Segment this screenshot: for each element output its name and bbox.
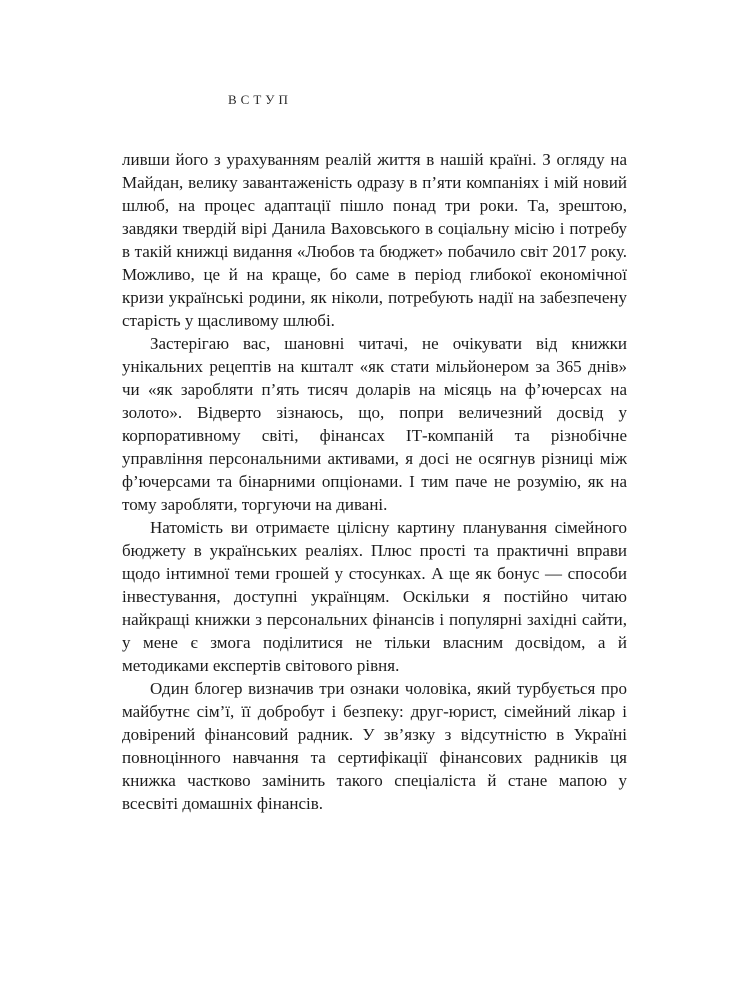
body-text [122, 148, 627, 815]
paragraph: Натомість ви отримаєте цілісну картину планування сімейного бюджету в українських реаліях. Плюс прості та практичні вправи щодо інтимної теми грошей у стосунках. А ще як бонус — способи інвестування, доступні українцям. Оскільки я постійно читаю найкращі книжки з персональних фінансів і популярні західні сайти, у мене є змога поділитися не тільки власним досвідом, а й методиками експертів світового рівня. [122, 518, 627, 675]
chapter-header: ВСТУП [228, 92, 292, 107]
paragraph: ливши його з урахуванням реалій життя в нашій країні. З огляду на Майдан, велику завантаженість одразу в п’яти компаніях і мій новий шлюб, на процес адаптації пішло понад три роки. Та, зрештою, завдяки твердій вірі Данила Ваховського в соціальну місію і потребу в такій книжці видання «Любов та бюджет» побачило світ 2017 року. Можливо, це й на краще, бо саме в період глибокої економічної кризи українські родини, як ніколи, потребують надії на забезпечену старість у щасливому шлюбі. [122, 150, 627, 330]
paragraph: Застерігаю вас, шановні читачі, не очікувати від книжки унікальних рецептів на кшталт «як стати мільйонером за 365 днів» чи «як заробляти п’ять тисяч доларів на місяць на ф’ючерсах на золото». Відверто зізнаюсь, що, попри величезний досвід у корпоративному світі, фінансах ІТ-компаній та різнобічне управління персональними активами, я досі не осягнув різниці між ф’ючерсами та бінарними опціонами. І тим паче не розумію, як на тому заробляти, торгуючи на дивані. [122, 334, 627, 514]
paragraph: Один блогер визначив три ознаки чоловіка, який турбується про майбутнє сім’ї, її добробут і безпеку: друг-юрист, сімейний лікар і довірений фінансовий радник. У зв’язку з відсутністю в Україні повноцінного навчання та сертифікації фінансових радників ця книжка частково замінить такого спеціаліста й стане мапою у всесвіті домашніх фінансів. [122, 679, 627, 813]
